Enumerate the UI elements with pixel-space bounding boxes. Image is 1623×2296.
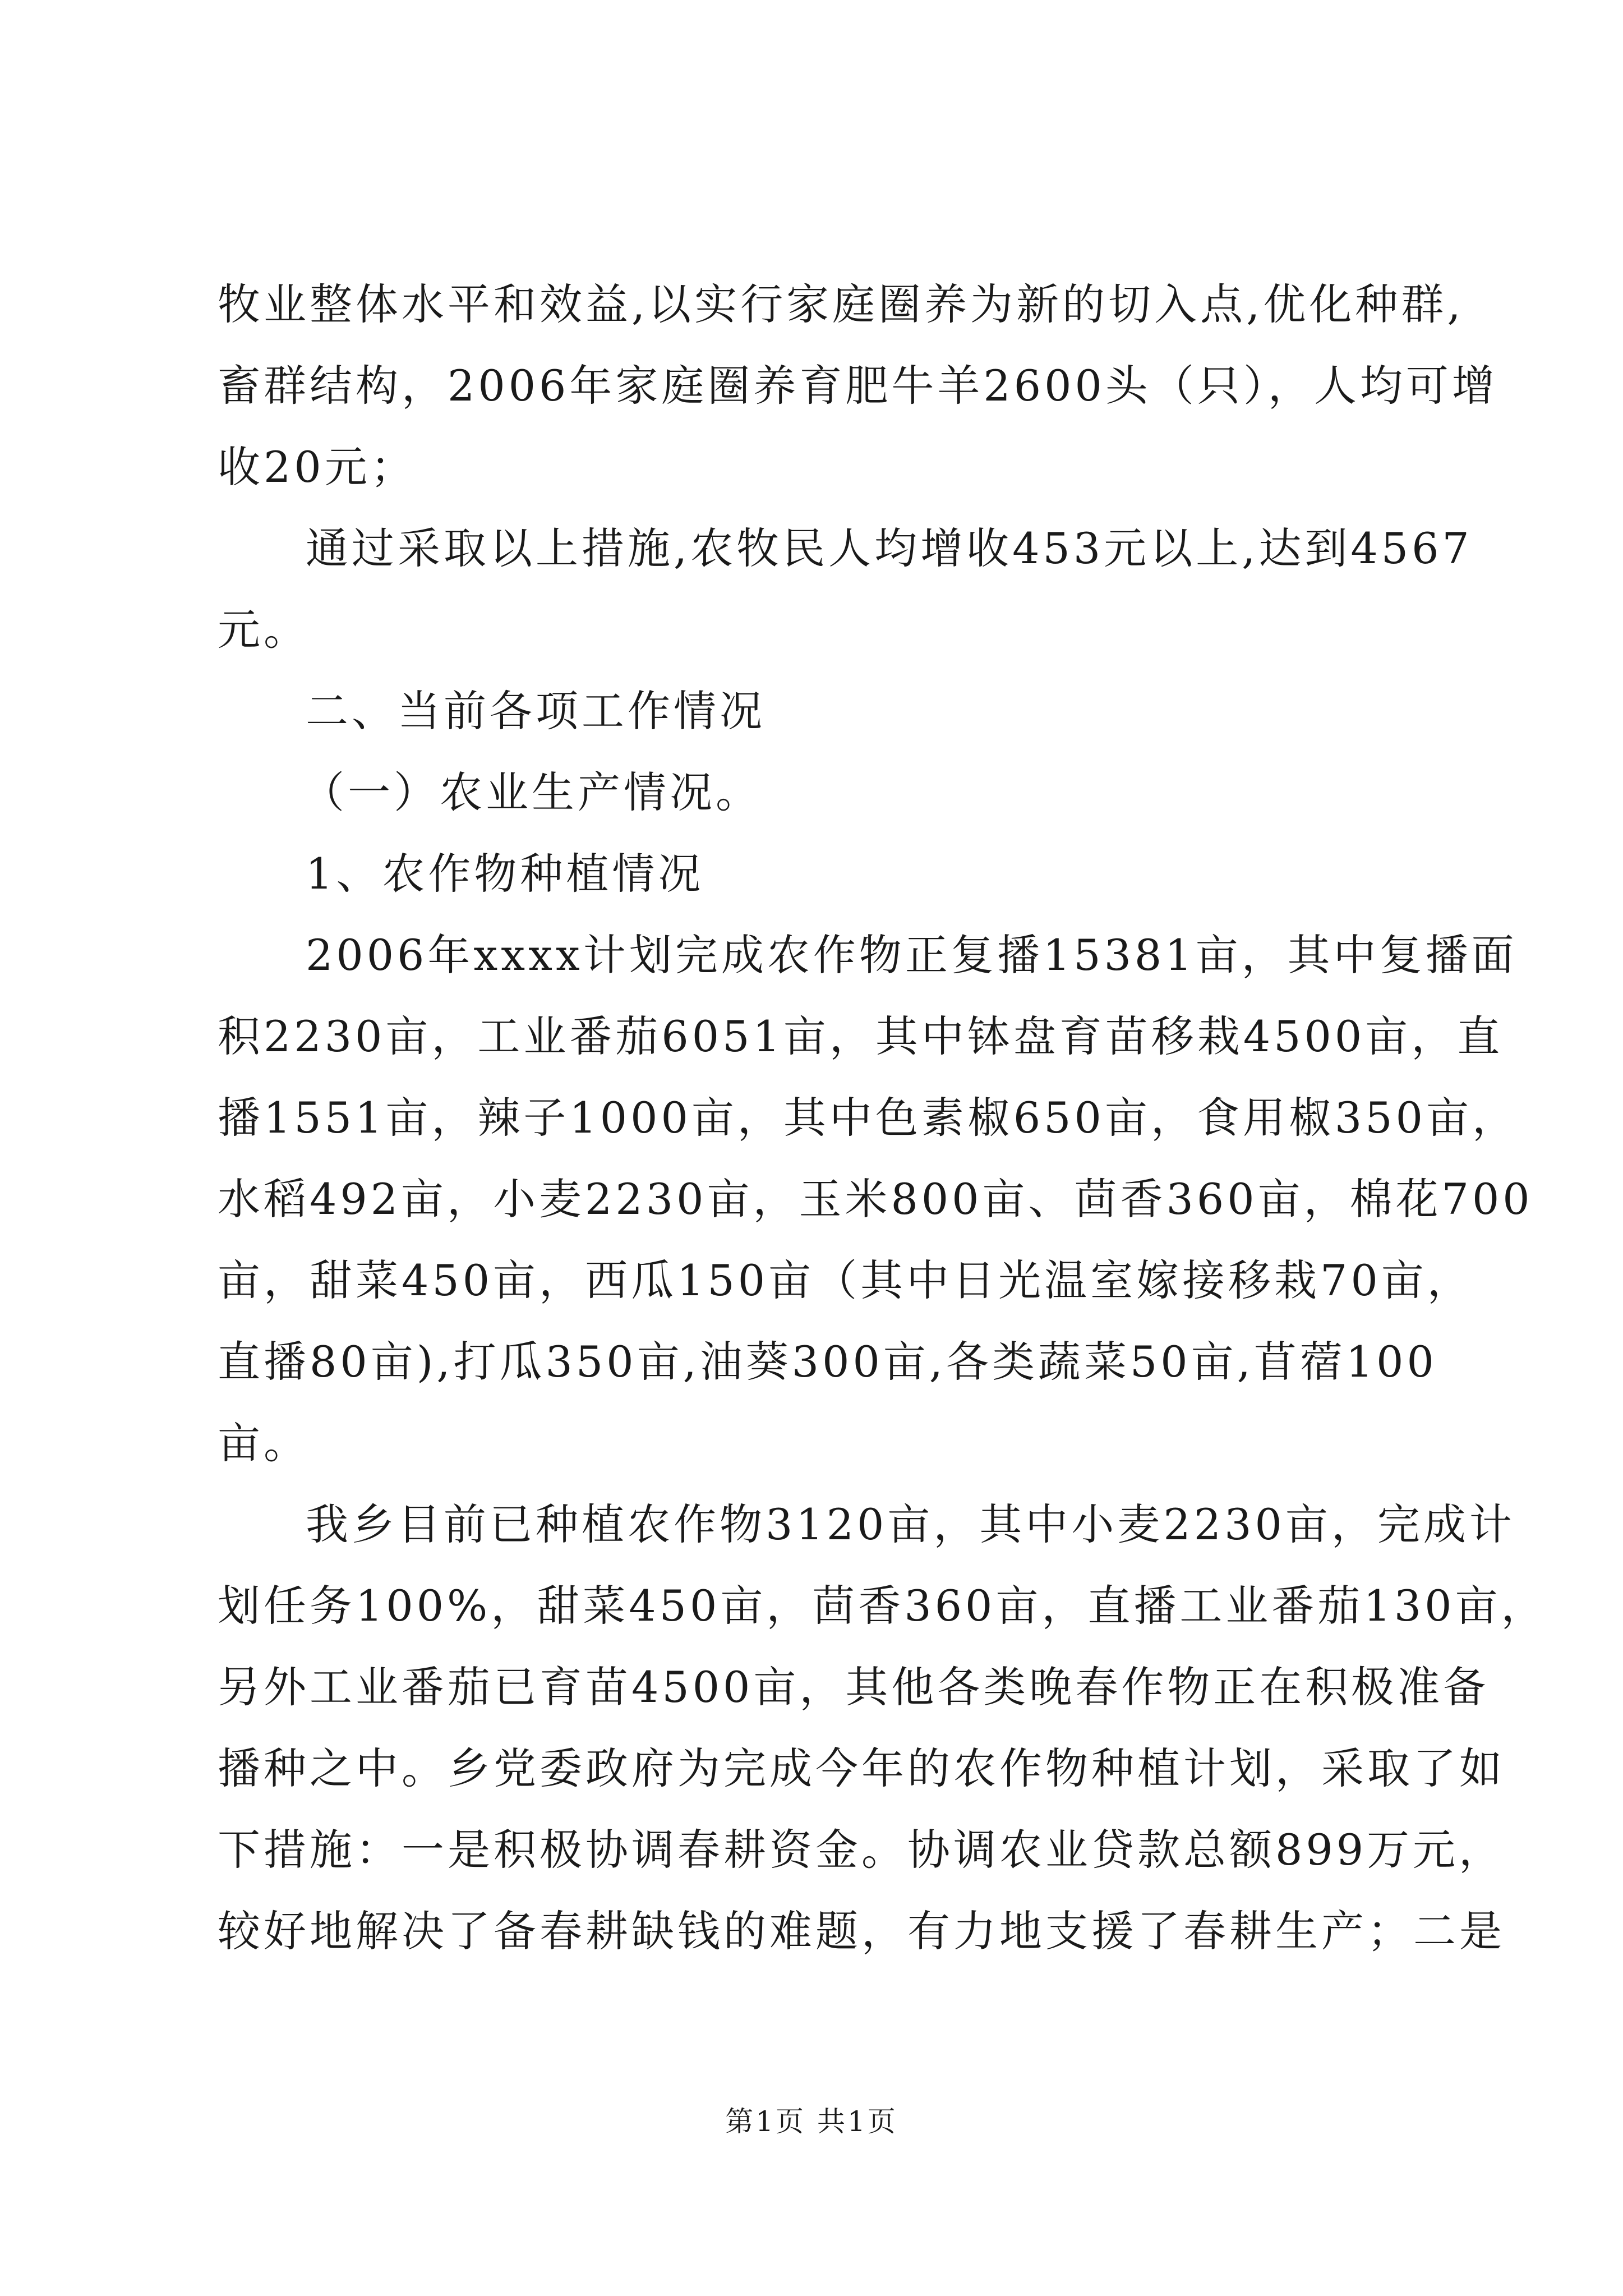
text-line: 下措施：一是积极协调春耕资金。协调农业贷款总额899万元， [218,1825,1505,1875]
text-line: 划任务100%，甜菜450亩，茴香360亩，直播工业番茄130亩， [218,1581,1547,1631]
text-line: 较好地解决了备春耕缺钱的难题，有力地支援了春耕生产；二是 [218,1906,1505,1956]
text-line: 水稻492亩，小麦2230亩，玉米800亩、茴香360亩，棉花700 [218,1174,1533,1224]
text-line: 牧业整体水平和效益,以实行家庭圈养为新的切入点,优化种群, [218,279,1464,329]
text-line: 另外工业番茄已育苗4500亩，其他各类晚春作物正在积极准备 [218,1662,1490,1712]
document-body [218,264,1547,1972]
text-line: 积2230亩，工业番茄6051亩，其中钵盘育苗移栽4500亩，直 [218,1011,1504,1061]
subsection-heading: （一）农业生产情况。 [302,767,762,817]
text-line: 播1551亩，辣子1000亩，其中色素椒650亩，食用椒350亩， [218,1093,1518,1143]
text-line: 亩，甜菜450亩，西瓜150亩（其中日光温室嫁接移栽70亩， [218,1255,1473,1305]
page-number-label: 第1页 共1页 [725,2105,898,2138]
text-line: 元。 [218,605,310,655]
paragraph-start-line: 2006年xxxx计划完成农作物正复播15381亩，其中复播面 [306,930,1518,980]
paragraph-start-line: 通过采取以上措施,农牧民人均增收453元以上,达到4567 [306,523,1473,573]
text-line: 播种之中。乡党委政府为完成今年的农作物种植计划，采取了如 [218,1743,1505,1793]
text-line: 收20元； [218,442,417,492]
paragraph-start-line: 我乡目前已种植农作物3120亩，其中小麦2230亩，完成计 [306,1499,1515,1549]
text-line: 直播80亩),打瓜350亩,油葵300亩,各类蔬菜50亩,苜蓿100 [218,1337,1437,1387]
text-line: 畜群结构，2006年家庭圈养育肥牛羊2600头（只），人均可增 [218,361,1498,411]
text-line: 亩。 [218,1418,310,1468]
page-footer [0,2099,1623,2139]
section-heading: 二、当前各项工作情况 [306,686,766,736]
item-heading: 1、农作物种植情况 [306,849,704,899]
